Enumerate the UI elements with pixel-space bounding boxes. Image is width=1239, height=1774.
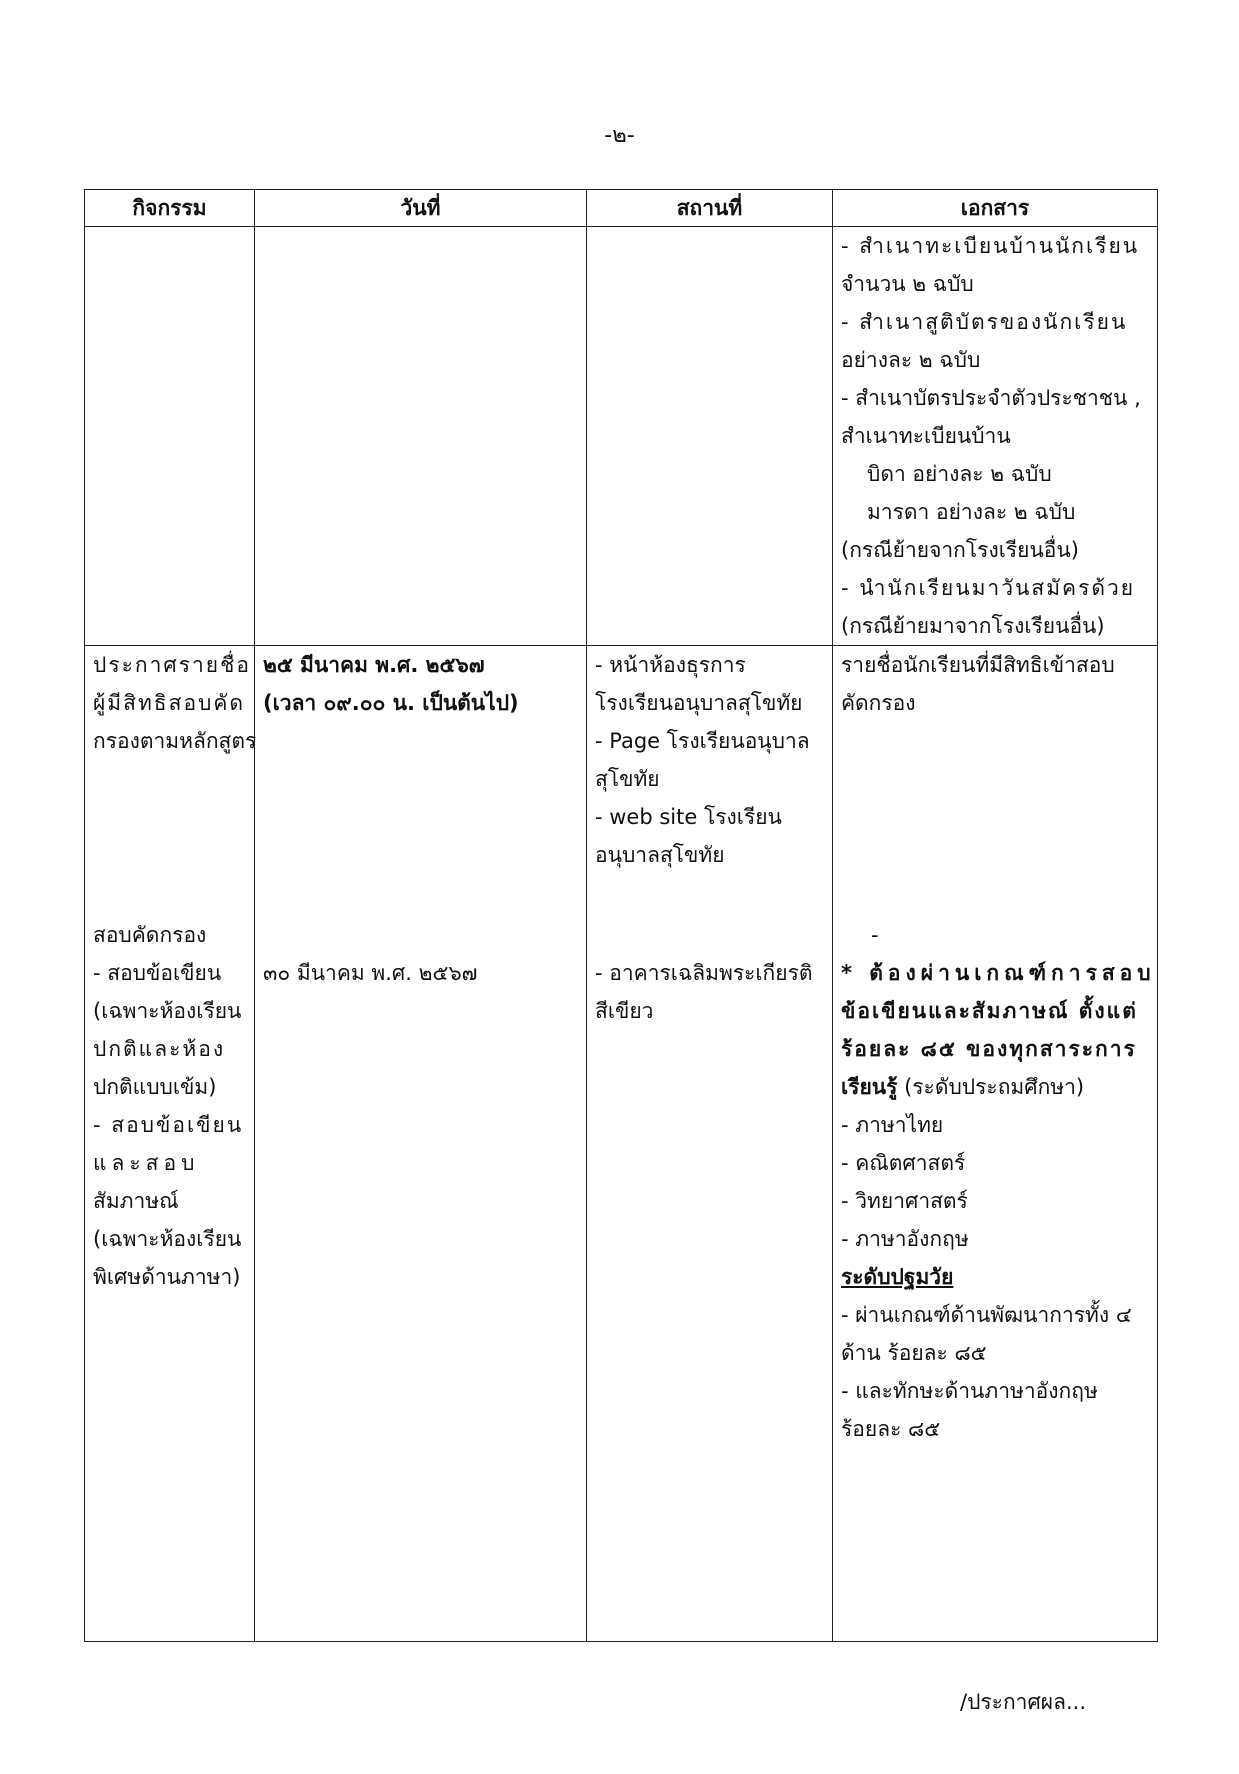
doc-line: (กรณีย้ายจากโรงเรียนอื่น) — [841, 538, 1079, 562]
criteria-last-bold: เรียนรู้ — [841, 1075, 898, 1099]
time-line: (เวลา ๐๙.๐๐ น. เป็นต้นไป) — [263, 691, 519, 715]
schedule-table — [84, 189, 1158, 1642]
table-row-exam — [85, 916, 1158, 1642]
doc-line: อย่างละ ๒ ฉบับ — [841, 348, 981, 372]
subject-item: - ภาษาอังกฤษ — [841, 1227, 969, 1251]
cell-documents-exam — [833, 916, 1158, 1642]
continuation-note: /ประกาศผล... — [960, 1690, 1086, 1714]
activity-line: - สอบข้อเขียน — [93, 961, 222, 985]
doc-line: - สำเนาบัตรประจำตัวประชาชน , — [841, 386, 1141, 410]
activity-line: ประกาศรายชื่อ — [93, 653, 251, 677]
criteria-line-last — [841, 1068, 1149, 1106]
activity-line: และสอบ — [93, 1151, 200, 1175]
cell-date-exam — [255, 916, 587, 1642]
activity-line: ผู้มีสิทธิสอบคัด — [93, 691, 246, 715]
place-line: - Page โรงเรียนอนุบาล — [595, 729, 810, 753]
place-line: - อาคารเฉลิมพระเกียรติ — [595, 961, 813, 985]
cell-activity-announcement — [85, 646, 255, 917]
doc-line: - นำนักเรียนมาวันสมัครด้วย — [841, 576, 1136, 600]
cell-activity-empty — [85, 227, 255, 646]
header-documents: เอกสาร — [833, 190, 1158, 227]
cell-place-empty — [587, 227, 833, 646]
criteria-line: ร้อยละ ๘๕ ของทุกสาระการ — [841, 1037, 1137, 1061]
cell-date-announcement — [255, 646, 587, 917]
cell-date-empty — [255, 227, 587, 646]
activity-line: ปกติและห้อง — [93, 1037, 226, 1061]
page-number: -๒- — [604, 123, 635, 148]
doc-line: สำเนาทะเบียนบ้าน — [841, 424, 1011, 448]
activity-line: ปกติแบบเข้ม) — [93, 1075, 217, 1099]
cell-documents-required — [833, 227, 1158, 646]
doc-line: รายชื่อนักเรียนที่มีสิทธิเข้าสอบ — [841, 653, 1115, 677]
table-header-row — [85, 190, 1158, 227]
doc-dash: - — [871, 923, 879, 947]
date-line: ๓๐ มีนาคม พ.ศ. ๒๕๖๗ — [263, 961, 478, 985]
criteria-line: ข้อเขียนและสัมภาษณ์ ตั้งแต่ — [841, 999, 1138, 1023]
doc-line: บิดา อย่างละ ๒ ฉบับ — [867, 462, 1052, 486]
date-line: ๒๕ มีนาคม พ.ศ. ๒๕๖๗ — [263, 653, 485, 677]
cell-activity-exam — [85, 916, 255, 1642]
activity-line: กรองตามหลักสูตร — [93, 729, 257, 753]
activity-line: (เฉพาะห้องเรียน — [93, 1227, 242, 1251]
header-date: วันที่ — [255, 190, 587, 227]
criteria-line: * ต้องผ่านเกณฑ์การสอบ — [841, 961, 1156, 985]
level-heading: ระดับปฐมวัย — [841, 1265, 954, 1289]
doc-line: มารดา อย่างละ ๒ ฉบับ — [867, 500, 1076, 524]
header-place: สถานที่ — [587, 190, 833, 227]
criteria-last-rest: (ระดับประถมศึกษา) — [897, 1075, 1085, 1099]
early-line: ด้าน ร้อยละ ๘๕ — [841, 1341, 987, 1365]
place-line: - หน้าห้องธุรการ — [595, 653, 746, 677]
cell-place-exam — [587, 916, 833, 1642]
place-line: สีเขียว — [595, 999, 654, 1023]
early-line: - ผ่านเกณฑ์ด้านพัฒนาการทั้ง ๔ — [841, 1303, 1132, 1327]
table-row-announcement — [85, 646, 1158, 917]
subject-item: - คณิตศาสตร์ — [841, 1151, 966, 1175]
table-row-documents — [85, 227, 1158, 646]
subject-item: - วิทยาศาสตร์ — [841, 1189, 968, 1213]
cell-place-announcement — [587, 646, 833, 917]
place-line: อนุบาลสุโขทัย — [595, 843, 725, 867]
activity-line: (เฉพาะห้องเรียน — [93, 999, 242, 1023]
doc-line: - สำเนาทะเบียนบ้านนักเรียน — [841, 234, 1140, 258]
cell-documents-announcement — [833, 646, 1158, 917]
activity-line: พิเศษด้านภาษา) — [93, 1265, 241, 1289]
place-line: สุโขทัย — [595, 767, 660, 791]
early-line: - และทักษะด้านภาษาอังกฤษ — [841, 1379, 1098, 1403]
place-line: โรงเรียนอนุบาลสุโขทัย — [595, 691, 803, 715]
doc-line: - สำเนาสูติบัตรของนักเรียน — [841, 310, 1128, 334]
early-line: ร้อยละ ๘๕ — [841, 1417, 941, 1441]
activity-line: - สอบข้อเขียน — [93, 1113, 244, 1137]
place-line: - web site โรงเรียน — [595, 805, 782, 829]
activity-line: สัมภาษณ์ — [93, 1189, 179, 1213]
activity-line: สอบคัดกรอง — [93, 923, 207, 947]
header-activity: กิจกรรม — [85, 190, 255, 227]
subject-item: - ภาษาไทย — [841, 1113, 944, 1137]
doc-line: คัดกรอง — [841, 691, 916, 715]
doc-line: (กรณีย้ายมาจากโรงเรียนอื่น) — [841, 614, 1105, 638]
doc-line: จำนวน ๒ ฉบับ — [841, 272, 974, 296]
